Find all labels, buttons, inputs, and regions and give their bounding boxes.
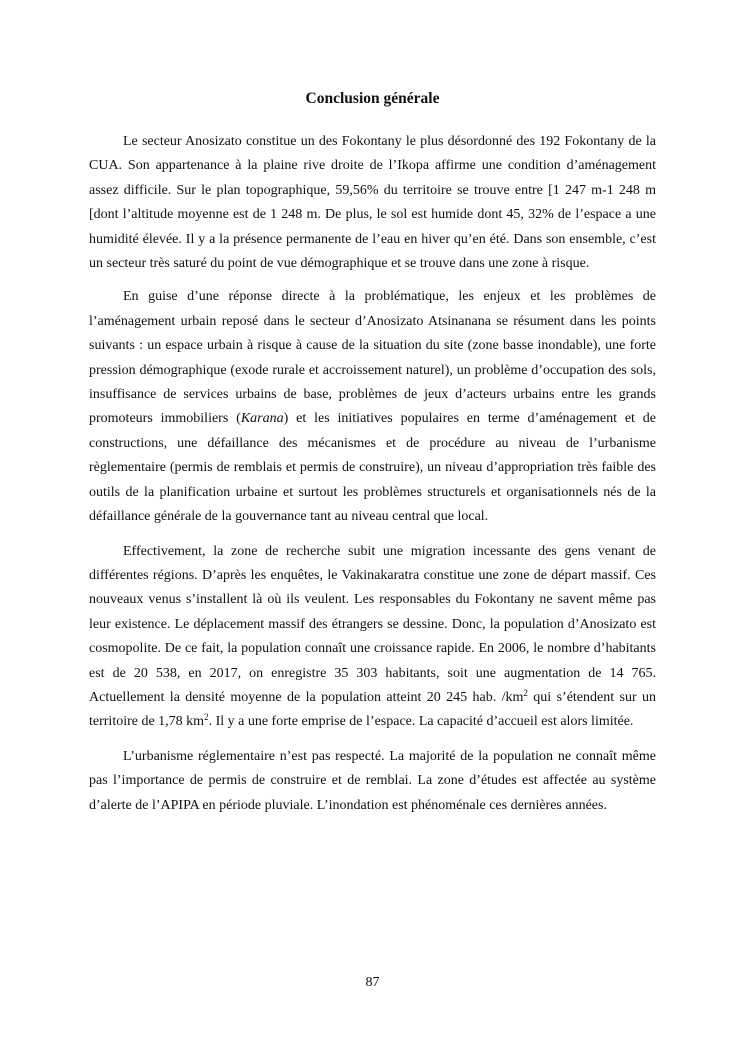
paragraph-3-text-b: qui s’étendent sur un territoire de 1,78 km: [89, 689, 656, 730]
paragraph-2-text-b: ) et les initiatives populaires en terme d’aménagement et de constructions, une défaillance des mécanismes et de procédure au niveau de l’urbanisme règlementaire (permis de remblais et permis de construire), un niveau d’appropriation très faible des outils de la planification urbaine et surtout les problèmes structurels et organisationnels nés de la défaillance générale de la gouvernance tant au niveau central que local.: [89, 411, 656, 525]
superscript-squared-2: 2: [204, 712, 209, 723]
paragraph-3: [89, 540, 656, 735]
paragraph-4: L’urbanisme réglementaire n’est pas respecté. La majorité de la population ne connaît même pas l’importance de permis de construire et de remblai. La zone d’études est affectée au système d’alerte de l’APIPA en période pluviale. L’inondation est phénoménale ces dernières années.: [89, 748, 656, 813]
document-body: [89, 130, 656, 828]
paragraph-3-text-a: Effectivement, la zone de recherche subit une migration incessante des gens venant de différentes régions. D’après les enquêtes, le Vakinakaratra constitue une zone de départ massif. Ces nouveaux venus s’installent là où ils veulent. Les responsables du Fokontany ne savent même pas leur existence. Le déplacement massif des étrangers se dessine. Donc, la population d’Anosizato est cosmopolite. De ce fait, la population connaît une croissance rapide. En 2006, le nombre d’habitants est de 20 538, en 2017, on enregistre 35 303 habitants, soit une augmentation de 14 765. Actuellement la densité moyenne de la population atteint 20 245 hab. /km: [89, 543, 656, 705]
paragraph-3-text-c: . Il y a une forte emprise de l’espace. La capacité d’accueil est alors limitée.: [208, 714, 634, 730]
paragraph-2-italic-term: Karana: [240, 411, 284, 427]
paragraph-1: Le secteur Anosizato constitue un des Fokontany le plus désordonné des 192 Fokontany de la CUA. Son appartenance à la plaine rive droite de l’Ikopa affirme une condition d’aménagement assez difficile. Sur le plan topographique, 59,56% du territoire se trouve entre [1 247 m-1 248 m [dont l’altitude moyenne est de 1 248 m. De plus, le sol est humide dont 45, 32% de l’espace a une humidité élevée. Il y a la présence permanente de l’eau en hiver qu’en été. Dans son ensemble, c’est un secteur très saturé du point de vue démographique et se trouve dans une zone à risque.: [89, 134, 656, 272]
page-title: Conclusion générale: [305, 90, 440, 107]
paragraph-2: [89, 285, 656, 529]
page-number: 87: [365, 975, 380, 990]
paragraph-2-text-a: En guise d’une réponse directe à la problématique, les enjeux et les problèmes de l’aménagement urbain reposé dans le secteur d’Anosizato Atsinanana se résument dans les points suivants : un espace urbain à risque à cause de la situation du site (zone basse inondable), une forte pression démographique (exode rurale et accroissement naturel), un problème d’occupation des sols, insuffisance de services urbains de base, problèmes de jeux d’acteurs urbains entre les grands promoteurs immobiliers (: [89, 289, 656, 427]
superscript-squared-1: 2: [523, 687, 528, 698]
